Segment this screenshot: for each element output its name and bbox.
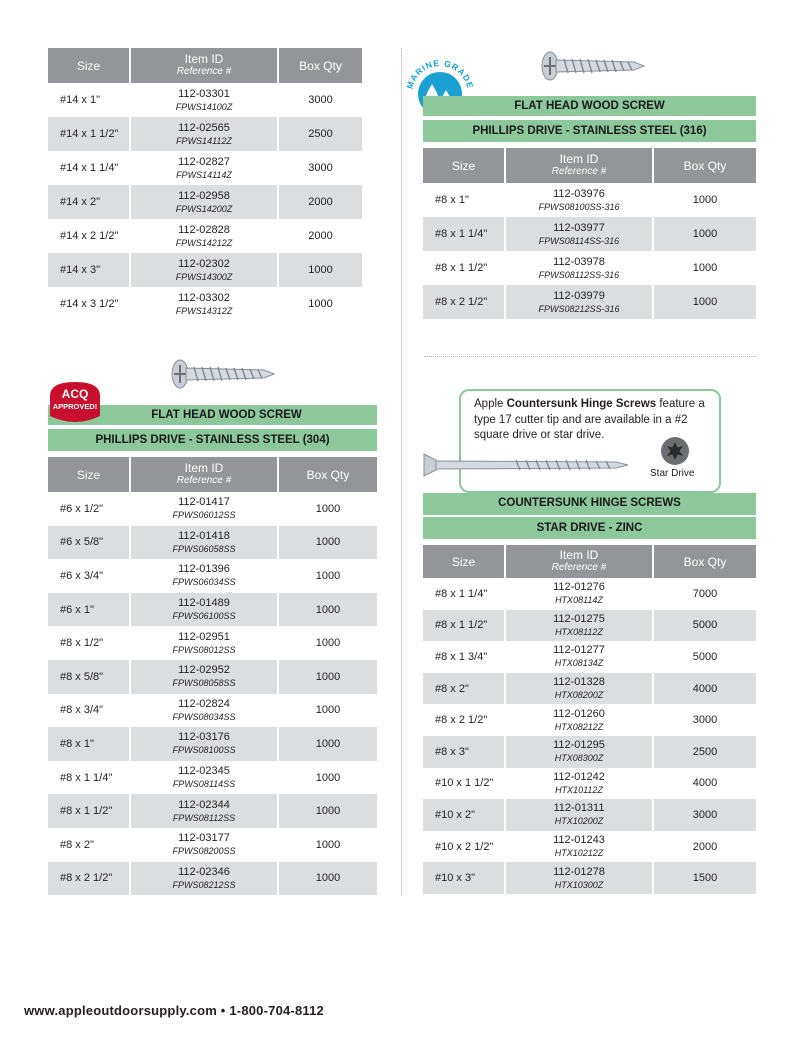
reference-number: HTX10300Z [554,879,604,890]
item-id-cell [505,217,653,251]
box-qty-cell: 1000 [653,183,756,217]
item-id-header: Item ID Reference # [505,545,653,578]
table-row [48,526,377,560]
item-id: 112-01295 [553,739,605,752]
box-qty-cell: 1000 [278,287,362,321]
size-cell: #6 x 1" [48,593,130,627]
size-cell: #14 x 3" [48,253,130,287]
item-id: 112-03177 [178,832,230,845]
reference-number: HTX10212Z [554,848,604,859]
item-id: 112-02824 [178,697,230,710]
item-id-cell [130,526,278,560]
reference-number: FPWS08112SS [172,812,236,823]
item-id-cell [130,117,278,151]
table-row [423,704,756,736]
size-cell: #8 x 3/4" [48,694,130,728]
item-id: 112-03979 [553,289,605,302]
item-id: 112-02345 [178,765,230,778]
item-id: 112-02828 [178,223,230,236]
table-row [48,185,362,219]
item-id: 112-01396 [178,563,230,576]
reference-number: FPWS08212SS-316 [538,303,620,314]
item-id-cell [130,694,278,728]
item-id-cell [130,559,278,593]
size-cell: #8 x 2 1/2" [48,862,130,896]
reference-number: FPWS08034SS [172,711,236,722]
item-id: 112-01489 [178,597,230,610]
box-qty-cell: 1000 [278,761,377,795]
item-id-cell [130,185,278,219]
table-row [423,610,756,642]
flat-head-zinc-table [48,48,362,321]
box-qty-cell: 5000 [653,641,756,673]
item-id: 112-02958 [178,189,230,202]
reference-number: FPWS08112SS-316 [538,269,620,280]
size-header: Size [423,545,505,578]
reference-number: FPWS14200Z [175,203,233,214]
reference-number: HTX10112Z [555,784,603,795]
table-row [48,151,362,185]
table-row [48,761,377,795]
box-qty-cell: 2500 [278,117,362,151]
item-id-cell [130,660,278,694]
size-cell: #10 x 2" [423,799,505,831]
item-id: 112-01242 [553,770,605,783]
item-id-cell [130,794,278,828]
item-id-cell [130,862,278,896]
reference-number: FPWS14312Z [175,305,233,316]
size-header: Size [423,148,505,183]
table-row [48,492,377,526]
item-id-cell [505,673,653,705]
size-cell: #8 x 1 1/4" [48,761,130,795]
reference-number: FPWS14212Z [175,237,233,248]
column-divider [401,48,402,896]
marine-subtitle-band: PHILLIPS DRIVE - STAINLESS STEEL (316) [423,118,756,142]
size-cell: #8 x 5/8" [48,660,130,694]
box-qty-cell: 1500 [653,862,756,894]
size-cell: #8 x 2" [48,828,130,862]
size-cell: #14 x 1 1/4" [48,151,130,185]
box-qty-cell: 1000 [278,492,377,526]
box-qty-cell: 1000 [278,626,377,660]
box-qty-cell: 1000 [653,285,756,319]
hinge-screw-image [420,448,632,487]
item-id: 112-03976 [553,187,605,200]
box-qty-cell: 1000 [278,593,377,627]
acq-subtitle-band: PHILLIPS DRIVE - STAINLESS STEEL (304) [48,427,377,451]
hinge-callout-text: Apple Countersunk Hinge Screws feature a type 17 cutter tip and are available in a #2 square drive or star drive. [474,398,705,441]
box-qty-cell: 1000 [278,828,377,862]
reference-number: FPWS06058SS [172,543,236,554]
reference-number: FPWS14100Z [175,101,233,112]
hinge-table [423,545,756,894]
item-id: 112-01277 [553,644,605,657]
size-cell: #8 x 1 1/2" [48,794,130,828]
box-qty-cell: 1000 [278,862,377,896]
reference-number: FPWS08114SS-316 [538,235,620,246]
item-id-cell [130,761,278,795]
table-row [48,593,377,627]
table-row [423,736,756,768]
table-row [48,83,362,117]
item-id: 112-01278 [553,865,605,878]
box-qty-cell: 2000 [278,185,362,219]
size-cell: #8 x 2 1/2" [423,285,505,319]
item-id-cell [505,768,653,800]
box-qty-cell: 1000 [278,559,377,593]
item-id-header: Item ID Reference # [505,148,653,183]
size-cell: #6 x 5/8" [48,526,130,560]
item-id: 112-02344 [178,798,230,811]
reference-number: FPWS14300Z [175,271,233,282]
size-header: Size [48,48,130,83]
footer-contact: www.appleoutdoorsupply.com • 1-800-704-8112 [24,1003,324,1018]
box-qty-header: Box Qty [653,545,756,578]
star-drive-label: Star Drive [650,468,695,479]
item-id: 112-02346 [178,865,230,878]
size-cell: #10 x 3" [423,862,505,894]
table-row [48,626,377,660]
hinge-subtitle-band: STAR DRIVE - ZINC [423,515,756,539]
item-id-cell [505,578,653,610]
box-qty-cell: 3000 [278,151,362,185]
item-id-cell [505,799,653,831]
size-cell: #8 x 1" [423,183,505,217]
marine-screw-image [538,48,648,89]
acq-approved-badge [44,378,106,430]
size-cell: #8 x 1 1/2" [423,251,505,285]
size-header: Size [48,457,130,492]
size-cell: #8 x 1" [48,727,130,761]
size-cell: #14 x 2 1/2" [48,219,130,253]
box-qty-header: Box Qty [278,48,362,83]
table-row [48,862,377,896]
item-id-cell [505,251,653,285]
reference-number: FPWS08058SS [172,678,236,689]
size-cell: #14 x 1" [48,83,130,117]
box-qty-cell: 3000 [653,799,756,831]
item-id-cell [130,151,278,185]
marine-title-band: FLAT HEAD WOOD SCREW [423,96,756,116]
reference-number: FPWS08212SS [172,879,236,890]
item-id-cell [130,828,278,862]
acq-title-band: FLAT HEAD WOOD SCREW [48,405,377,425]
reference-number: FPWS14112Z [176,135,232,146]
item-id: 112-01276 [553,581,605,594]
reference-number: FPWS14114Z [176,169,232,180]
size-cell: #10 x 1 1/2" [423,768,505,800]
item-id-header: Item ID Reference # [130,48,278,83]
table-row [423,183,756,217]
item-id-cell [130,593,278,627]
item-id-cell [130,219,278,253]
item-id-cell [130,727,278,761]
item-id: 112-03978 [553,255,605,268]
size-cell: #8 x 1/2" [48,626,130,660]
reference-number: FPWS08200SS [172,846,236,857]
item-id-cell [130,253,278,287]
table-row [423,831,756,863]
reference-number: FPWS08100SS [172,745,236,756]
table-row [423,285,756,319]
box-qty-cell: 2000 [653,831,756,863]
item-id-cell [130,83,278,117]
reference-number: FPWS08100SS-316 [538,201,620,212]
item-id: 112-02565 [178,121,230,134]
box-qty-cell: 1000 [278,253,362,287]
box-qty-cell: 2000 [278,219,362,253]
table-row [48,727,377,761]
size-cell: #10 x 2 1/2" [423,831,505,863]
table-row [48,660,377,694]
size-cell: #8 x 1 1/2" [423,610,505,642]
svg-text:MARINE GRADE: MARINE GRADE [404,57,476,90]
item-id-cell [505,641,653,673]
item-id-cell [505,862,653,894]
table-row [423,673,756,705]
box-qty-cell: 3000 [653,704,756,736]
acq-table [48,457,377,895]
table-row [48,219,362,253]
reference-number: HTX08114Z [555,595,603,606]
item-id: 112-01260 [553,707,605,720]
size-cell: #8 x 3" [423,736,505,768]
box-qty-header: Box Qty [278,457,377,492]
reference-number: HTX10200Z [554,816,604,827]
table-row [423,768,756,800]
item-id-cell [505,610,653,642]
box-qty-cell: 1000 [653,217,756,251]
box-qty-cell: 1000 [653,251,756,285]
box-qty-cell: 1000 [278,526,377,560]
section-divider [424,356,756,357]
box-qty-cell: 1000 [278,794,377,828]
size-cell: #14 x 1 1/2" [48,117,130,151]
box-qty-cell: 5000 [653,610,756,642]
reference-number: HTX08212Z [554,721,604,732]
table-row [48,117,362,151]
table-row [48,794,377,828]
table-row [48,694,377,728]
box-qty-cell: 7000 [653,578,756,610]
box-qty-cell: 1000 [278,660,377,694]
table-row [48,287,362,321]
table-row [48,828,377,862]
reference-number: FPWS06034SS [172,577,236,588]
table-row [48,559,377,593]
table-row [423,862,756,894]
reference-number: HTX08134Z [554,658,604,669]
box-qty-cell: 4000 [653,768,756,800]
box-qty-cell: 2500 [653,736,756,768]
reference-number: FPWS08012SS [172,644,236,655]
reference-number: HTX08300Z [554,753,604,764]
item-id-header: Item ID Reference # [130,457,278,492]
item-id-cell [505,285,653,319]
size-cell: #8 x 1 3/4" [423,641,505,673]
size-cell: #8 x 2" [423,673,505,705]
box-qty-cell: 3000 [278,83,362,117]
table-row [423,641,756,673]
item-id-cell [130,626,278,660]
item-id: 112-01243 [553,834,605,847]
item-id: 112-02952 [178,664,230,677]
box-qty-cell: 4000 [653,673,756,705]
reference-number: HTX08200Z [554,690,604,701]
reference-number: FPWS06100SS [172,611,236,622]
reference-number: FPWS06012SS [172,510,236,521]
table-row [423,217,756,251]
item-id-cell [505,704,653,736]
size-cell: #8 x 1 1/4" [423,217,505,251]
size-cell: #8 x 1 1/4" [423,578,505,610]
item-id: 112-01418 [178,529,230,542]
table-row [48,253,362,287]
item-id: 112-01311 [553,802,605,815]
box-qty-header: Box Qty [653,148,756,183]
reference-number: HTX08112Z [555,626,603,637]
item-id: 112-02827 [178,155,230,168]
size-cell: #8 x 2 1/2" [423,704,505,736]
item-id-cell [130,287,278,321]
reference-number: FPWS08114SS [172,779,236,790]
item-id: 112-03301 [178,87,230,100]
svg-text:ACQ: ACQ [61,387,89,401]
item-id-cell [130,492,278,526]
item-id-cell [505,736,653,768]
hinge-title-band: COUNTERSUNK HINGE SCREWS [423,493,756,515]
item-id-cell [505,183,653,217]
item-id-cell [505,831,653,863]
item-id: 112-03176 [178,731,230,744]
table-row [423,578,756,610]
box-qty-cell: 1000 [278,694,377,728]
svg-text:APPROVED!: APPROVED! [52,402,98,411]
star-drive-icon [660,436,690,466]
size-cell: #14 x 3 1/2" [48,287,130,321]
size-cell: #6 x 1/2" [48,492,130,526]
table-row [423,251,756,285]
item-id: 112-01275 [553,612,605,625]
item-id: 112-02951 [178,630,230,643]
item-id: 112-02302 [178,257,230,270]
size-cell: #14 x 2" [48,185,130,219]
size-cell: #6 x 3/4" [48,559,130,593]
marine-table [423,148,756,319]
item-id: 112-03977 [553,221,605,234]
item-id: 112-01417 [178,496,230,509]
acq-screw-image [168,356,278,397]
item-id: 112-01328 [553,676,605,689]
box-qty-cell: 1000 [278,727,377,761]
table-row [423,799,756,831]
item-id: 112-03302 [178,291,230,304]
